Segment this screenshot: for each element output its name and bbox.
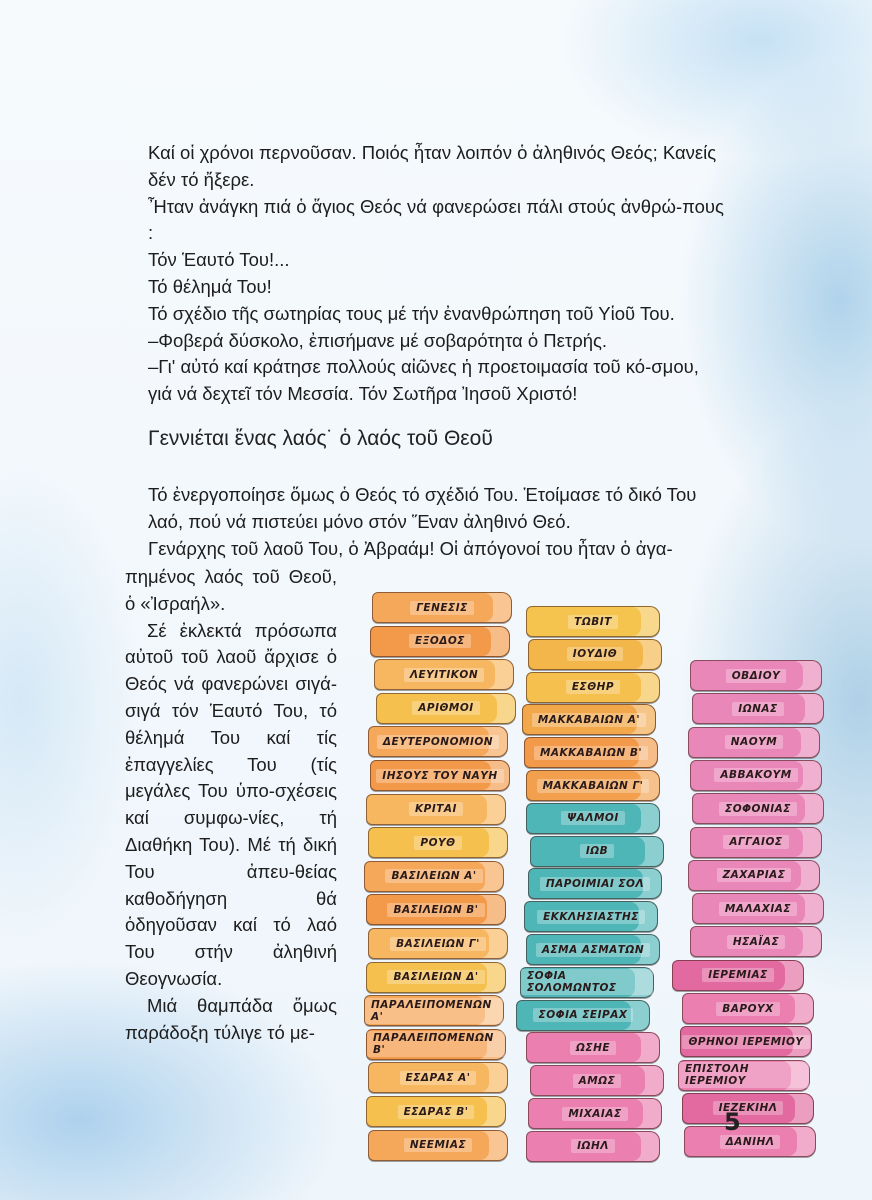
- book-title: ΙΟΥΔΙΘ: [567, 647, 623, 661]
- book-spine: [692, 693, 824, 724]
- book-spine: [366, 894, 506, 925]
- book-title: ΒΑΣΙΛΕΙΩΝ Γ': [390, 937, 486, 951]
- book-title: ΑΣΜΑ ΑΣΜΑΤΩΝ: [536, 943, 650, 957]
- book-title: ΙΩΗΛ: [571, 1139, 615, 1153]
- book-title: ΩΣΗΕ: [570, 1041, 616, 1055]
- book-spine: [526, 803, 660, 834]
- book-spine: [376, 693, 516, 724]
- book-title: ΚΡΙΤΑΙ: [409, 802, 463, 816]
- book-title: ΣΟΦΙΑ ΣΕΙΡΑΧ: [533, 1008, 634, 1022]
- book-spine: [526, 1032, 660, 1063]
- paragraph: Γενάρχης τοῦ λαοῦ Του, ὁ Ἀβραάμ! Οἱ ἀπόγονοί του ἦταν ὁ ἀγα-: [148, 537, 673, 559]
- intro-text: [148, 140, 728, 408]
- book-spine: [368, 1062, 508, 1093]
- book-title: ΒΑΡΟΥΧ: [716, 1002, 779, 1016]
- paragraph: Σέ ἐκλεκτά πρόσωπα αὐτοῦ τοῦ λαοῦ ἄρχισε ὁ Θεός νά φανερώνει σιγά-σιγά τόν Ἑαυτό Του, τό θέλημά Του καί τίς ἐπαγγελίες Του (τίς μεγάλες Του ὑπο-σχέσεις καί συμφω-νίες, τή Διαθήκη Του). Μέ τή δική Του ἀπευ-θείας καθοδήγηση θά ὁδηγοῦσαν καί τό λαό Του στήν ἀληθινή Θεογνωσία.: [125, 619, 337, 989]
- book-spine: [690, 760, 822, 791]
- book-spine: [526, 672, 660, 703]
- paragraph: Ἦταν ἀνάγκη πιά ὁ ἅγιος Θεός νά φανερώσει πάλι στούς ἀνθρώ-πους :: [148, 195, 724, 244]
- page-number: 5: [724, 1108, 741, 1136]
- book-title: ΛΕΥΙΤΙΚΟΝ: [404, 668, 484, 682]
- book-title: ΣΟΦΙΑ ΣΟΛΟΜΩΝΤΟΣ: [521, 969, 653, 995]
- book-spine: [684, 1126, 816, 1157]
- book-title: ΑΜΩΣ: [573, 1074, 622, 1088]
- book-spine: [368, 1130, 508, 1161]
- book-spine: [368, 928, 508, 959]
- book-title: ΙΩΒ: [580, 844, 614, 858]
- book-title: ΙΩΝΑΣ: [732, 702, 783, 716]
- book-spine: [530, 836, 664, 867]
- book-spine: [678, 1060, 810, 1091]
- book-title: ΔΕΥΤΕΡΟΝΟΜΙΟΝ: [377, 735, 499, 749]
- book-title: ΑΡΙΘΜΟΙ: [412, 701, 479, 715]
- book-spine: [682, 1093, 814, 1124]
- paragraph: Καί οἱ χρόνοι περνοῦσαν. Ποιός ἦταν λοιπόν ὁ ἀληθινός Θεός; Κανείς δέν τό ἤξερε.: [148, 142, 717, 190]
- book-spine: [690, 660, 822, 691]
- book-spine: [366, 794, 506, 825]
- book-spine: [520, 967, 654, 998]
- book-spine: [366, 962, 506, 993]
- book-spine: [516, 1000, 650, 1031]
- paragraph: Τόν Ἑαυτό Του!...: [148, 249, 290, 271]
- book-spine: [364, 861, 504, 892]
- book-title: ΡΟΥΘ: [414, 836, 461, 850]
- book-spine: [528, 868, 662, 899]
- book-spine: [690, 827, 822, 858]
- book-spine: [526, 606, 660, 637]
- book-title: ΤΩΒΙΤ: [568, 615, 618, 629]
- book-spine: [528, 639, 662, 670]
- book-spine: [526, 934, 660, 965]
- paragraph: Τό σχέδιο τῆς σωτηρίας τους μέ τήν ἐνανθρώπηση τοῦ Υἱοῦ Του.: [148, 302, 675, 324]
- book-title: ΓΕΝΕΣΙΣ: [410, 601, 474, 615]
- book-title: ΕΣΘΗΡ: [566, 680, 620, 694]
- book-title: ΝΕΕΜΙΑΣ: [404, 1138, 472, 1152]
- book-title: ΔΑΝΙΗΛ: [720, 1135, 781, 1149]
- book-spine: [370, 760, 510, 791]
- book-spine: [524, 737, 658, 768]
- book-spine: [528, 1098, 662, 1129]
- book-title: ΜΑΚΚΑΒΑΙΩΝ Α': [532, 713, 646, 727]
- book-spine: [524, 901, 658, 932]
- book-title: ΙΕΖΕΚΙΗΛ: [713, 1101, 784, 1115]
- book-title: ΒΑΣΙΛΕΙΩΝ Δ': [387, 970, 484, 984]
- book-title: ΘΡΗΝΟΙ ΙΕΡΕΜΙΟΥ: [682, 1035, 809, 1049]
- book-title: ΠΑΡΑΛΕΙΠΟΜΕΝΩΝ Β': [367, 1031, 505, 1057]
- book-title: ΠΑΡΟΙΜΙΑΙ ΣΟΛ: [540, 877, 650, 891]
- book-spine: [368, 827, 508, 858]
- book-spine: [370, 626, 510, 657]
- book-spine: [690, 926, 822, 957]
- book-title: ΜΑΚΚΑΒΑΙΩΝ Γ': [537, 779, 650, 793]
- book-spine: [374, 659, 514, 690]
- book-title: ΙΕΡΕΜΙΑΣ: [702, 968, 774, 982]
- book-spine: [688, 727, 820, 758]
- book-spine: [526, 1131, 660, 1162]
- book-title: ΗΣΑΪΑΣ: [727, 935, 785, 949]
- book-spine: [522, 704, 656, 735]
- book-title: ΕΣΔΡΑΣ Β': [398, 1105, 475, 1119]
- paragraph: Τό ἐνεργοποίησε ὅμως ὁ Θεός τό σχέδιό Του. Ἑτοίμασε τό δικό Του λαό, πού νά πιστεύει μόνο στόν Ἕναν ἀληθινό Θεό.: [148, 484, 697, 532]
- book-spine: [692, 893, 824, 924]
- paragraph: Μιά θαμπάδα ὅμως παράδοξη τύλιγε τό με-: [125, 994, 337, 1043]
- paragraph: –Φοβερά δύσκολο, ἐπισήμανε μέ σοβαρότητα ὁ Πετρής.: [148, 329, 608, 351]
- paragraph: Τό θέλημά Του!: [148, 275, 272, 297]
- book-spine: [692, 793, 824, 824]
- book-spine: [372, 592, 512, 623]
- section-heading: Γεννιέται ἕνας λαός˙ ὁ λαός τοῦ Θεοῦ: [148, 427, 493, 450]
- wrapped-text: [125, 564, 337, 1046]
- book-spine: [680, 1026, 812, 1057]
- book-spine: [526, 770, 660, 801]
- paragraph: πημένος λαός τοῦ Θεοῦ, ὁ «Ἰσραήλ».: [125, 566, 337, 614]
- book-title: ΒΑΣΙΛΕΙΩΝ Β': [387, 903, 484, 917]
- book-title: ΕΣΔΡΑΣ Α': [400, 1071, 477, 1085]
- book-title: ΨΑΛΜΟΙ: [561, 811, 624, 825]
- book-spine: [366, 1096, 506, 1127]
- section-text: [148, 482, 728, 562]
- book-spine: [366, 1029, 506, 1060]
- book-spine: [672, 960, 804, 991]
- book-title: ΜΑΛΑΧΙΑΣ: [719, 902, 797, 916]
- book-title: ΟΒΔΙΟΥ: [726, 669, 787, 683]
- paragraph: –Γι' αὐτό καί κράτησε πολλούς αἰῶνες ἡ προετοιμασία τοῦ κό-σμου, γιά νά δεχτεῖ τόν Μεσσία. Τόν Σωτῆρα Ἰησοῦ Χριστό!: [148, 356, 699, 405]
- book-title: ΕΠΙΣΤΟΛΗ ΙΕΡΕΜΙΟΥ: [679, 1062, 809, 1088]
- book-title: ΜΙΧΑΙΑΣ: [562, 1107, 627, 1121]
- book-spine: [688, 860, 820, 891]
- book-title: ΕΞΟΔΟΣ: [409, 634, 471, 648]
- book-spine: [368, 726, 508, 757]
- book-title: ΖΑΧΑΡΙΑΣ: [717, 868, 792, 882]
- book-title: ΒΑΣΙΛΕΙΩΝ Α': [385, 869, 482, 883]
- book-spine: [364, 995, 504, 1026]
- book-title: ΣΟΦΟΝΙΑΣ: [719, 802, 797, 816]
- book-title: ΜΑΚΚΑΒΑΙΩΝ Β': [534, 746, 648, 760]
- book-title: ΝΑΟΥΜ: [725, 735, 783, 749]
- book-title: ΙΗΣΟΥΣ ΤΟΥ ΝΑΥΗ: [376, 769, 503, 783]
- book-spine: [530, 1065, 664, 1096]
- book-title: ΕΚΚΛΗΣΙΑΣΤΗΣ: [537, 910, 645, 924]
- book-title: ΑΓΓΑΙΟΣ: [723, 835, 788, 849]
- book-title: ΠΑΡΑΛΕΙΠΟΜΕΝΩΝ Α': [365, 998, 503, 1024]
- book-spine: [682, 993, 814, 1024]
- book-title: ΑΒΒΑΚΟΥΜ: [714, 768, 797, 782]
